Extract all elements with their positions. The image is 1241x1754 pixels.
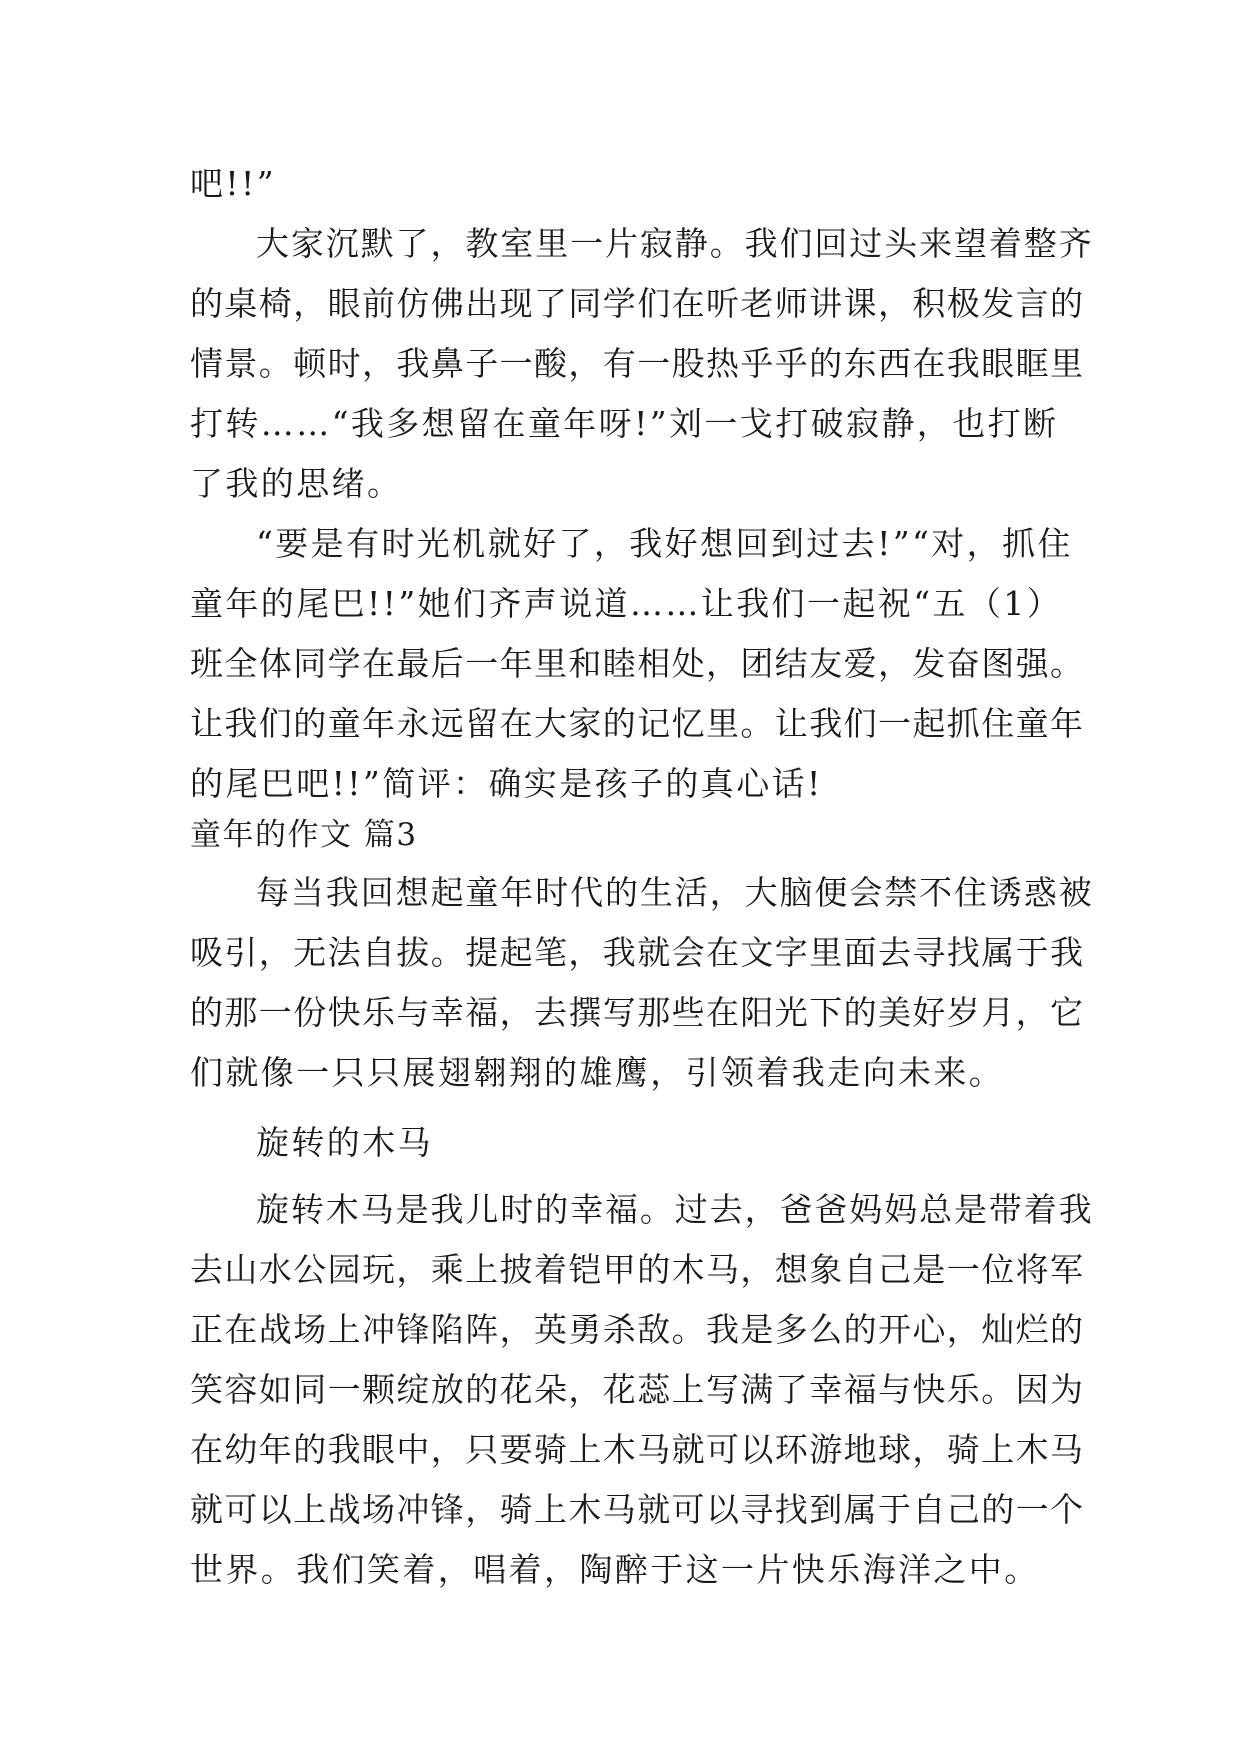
text-line: 正在战场上冲锋陷阵，英勇杀敌。我是多么的开心，灿烂的 — [190, 1310, 1085, 1349]
text-line: 去山水公园玩，乘上披着铠甲的木马，想象自己是一位将军 — [190, 1250, 1085, 1289]
text-line: 吧!!” — [190, 164, 276, 203]
text-line: 世界。我们笑着，唱着，陶醉于这一片快乐海洋之中。 — [190, 1550, 1040, 1589]
text-line: 就可以上战场冲锋，骑上木马就可以寻找到属于自己的一个 — [190, 1490, 1085, 1529]
text-line: 旋转木马是我儿时的幸福。过去，爸爸妈妈总是带着我 — [256, 1190, 1094, 1229]
text-line: “要是有时光机就好了，我好想回到过去!”“对，抓住 — [256, 524, 1073, 563]
text-line: 在幼年的我眼中，只要骑上木马就可以环游地球，骑上木马 — [190, 1430, 1085, 1469]
text-line: 大家沉默了，教室里一片寂静。我们回过头来望着整齐 — [256, 224, 1094, 263]
text-line: 的那一份快乐与幸福，去撰写那些在阳光下的美好岁月，它 — [190, 993, 1085, 1032]
text-line: 让我们的童年永远留在大家的记忆里。让我们一起抓住童年 — [190, 704, 1085, 743]
text-line: 每当我回想起童年时代的生活，大脑便会禁不住诱惑被 — [256, 873, 1094, 912]
text-line: 情景。顿时，我鼻子一酸，有一股热乎乎的东西在我眼眶里 — [190, 344, 1085, 383]
text-line: 打转……“我多想留在童年呀!”刘一戈打破寂静，也打断 — [190, 404, 1059, 443]
subheading: 旋转的木马 — [256, 1123, 433, 1162]
text-line: 班全体同学在最后一年里和睦相处，团结友爱，发奋图强。 — [190, 644, 1085, 683]
text-line: 们就像一只只展翅翱翔的雄鹰，引领着我走向未来。 — [190, 1053, 1005, 1092]
section-heading: 童年的作文 篇3 — [190, 817, 418, 853]
text-line: 笑容如同一颗绽放的花朵，花蕊上写满了幸福与快乐。因为 — [190, 1370, 1085, 1409]
text-line: 的桌椅，眼前仿佛出现了同学们在听老师讲课，积极发言的 — [190, 284, 1085, 323]
text-line: 童年的尾巴!!”她们齐声说道……让我们一起祝“五（1） — [190, 584, 1063, 623]
text-line: 的尾巴吧!!”简评：确实是孩子的真心话! — [190, 764, 823, 803]
text-line: 了我的思绪。 — [190, 464, 403, 503]
text-line: 吸引，无法自拔。提起笔，我就会在文字里面去寻找属于我 — [190, 933, 1085, 972]
